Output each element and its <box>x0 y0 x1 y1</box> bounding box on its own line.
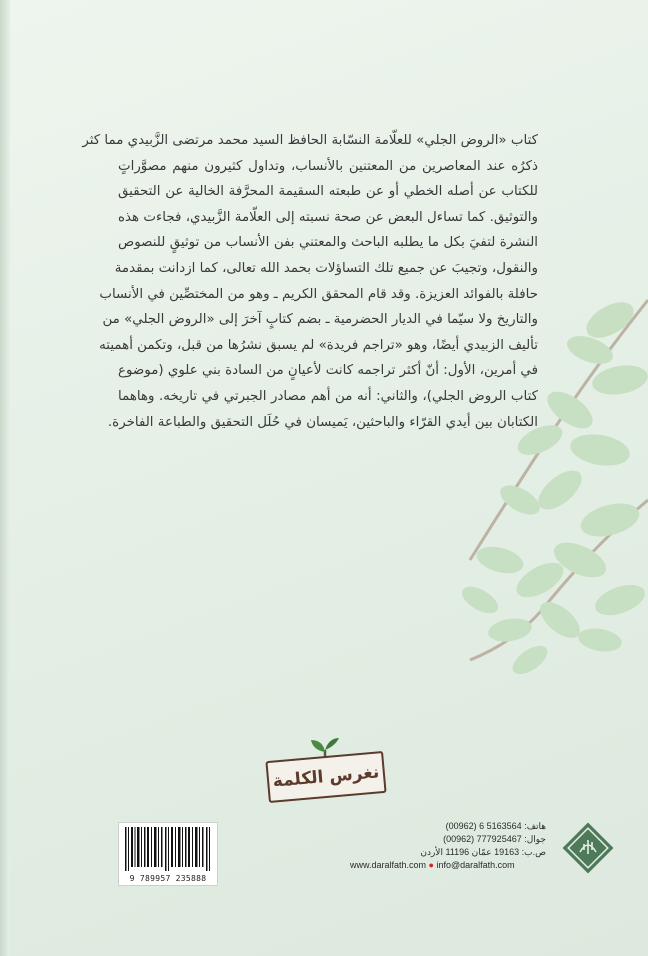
isbn-number: 9 789957 235888 <box>129 874 207 883</box>
phone-label: هاتف: <box>524 821 546 831</box>
blurb-line: حافلة بالفوائد العزيزة. وقد قام المحقق الكريم ـ وهو من المختصِّين في الأنساب <box>99 286 538 302</box>
blurb-line: والتاريخ ولا سيّما في الديار الحضرمية ـ بضم كتابٍ آخرَ إلى «الروض الجلي» من <box>102 312 538 328</box>
brand-stamp <box>265 738 385 798</box>
blurb-text <box>82 128 538 435</box>
blurb-line: كتاب «الروض الجلي» للعلّامة النسّابة الحافظ السيد محمد مرتضى الزَّبيدي مما كثر <box>82 133 538 148</box>
mobile-label: جوال: <box>524 834 546 844</box>
brand-name: نغرس الكلمة <box>265 751 386 803</box>
blurb-line: والتوثيق. كما تساءل البعض عن صحة نسبته إلى العلّامة الزَّبيدي، فجاءت هذه <box>118 209 538 225</box>
web-row <box>350 859 546 872</box>
blurb-line: للكتاب عن أصله الخطي أو عن طبعته السقيمة المحرَّفة الخالية عن التحقيق <box>118 184 538 200</box>
blurb-line: في أمرين، الأول: أنّ أكثر تراجمه كانت لأعيانٍ من السادة بني علوي (موضوع <box>118 363 538 379</box>
blurb-line: ذكرُه عند المعاصرين من المعتنين بالأنساب، وتداول كثيرون منهم مصوَّراتٍ <box>118 158 538 174</box>
website-link[interactable]: www.daralfath.com <box>350 860 427 870</box>
publisher-contact <box>350 820 546 872</box>
barcode <box>118 822 218 886</box>
barcode-bars <box>123 827 213 871</box>
phone-row <box>350 820 546 833</box>
blurb-line: والنقول، وتجيبَ عن جميع تلك التساؤلات بحمد الله تعالى، كما ازدانت بمقدمة <box>114 260 538 276</box>
mobile-row <box>350 833 546 846</box>
pobox-value: 19163 عمّان 11196 الأردن <box>420 847 520 857</box>
blurb-line: النشرة لتفيَ بكل ما يطلبه الباحث والمعتني بفن الأنساب من توثيقٍ للنصوص <box>118 235 538 251</box>
publisher-logo-icon <box>560 820 616 876</box>
blurb-line: الكتابان بين أيدي القرّاء والباحثين، يَميسان في حُلَل التحقيق والطباعة الفاخرة. <box>107 414 538 430</box>
pobox-row <box>350 846 546 859</box>
mobile-number: (00962) 777925467 <box>443 834 522 844</box>
blurb-line: كتاب الروض الجلي)، والثاني: أنه من أهم مصادر الجبرتي في تاريخه. وهاهما <box>118 388 538 404</box>
separator-dot-icon: ● <box>428 860 434 870</box>
phone-number: (00962) 6 5163564 <box>445 821 522 831</box>
email-link[interactable]: info@daralfath.com <box>436 860 515 870</box>
pobox-label: ص.ب: <box>521 847 546 857</box>
blurb-line: تأليف الزبيدي أيضًا، وهو «تراجم فريدة» لم يسبق نشرُها من قبل، وتكمن أهميته <box>99 337 538 353</box>
